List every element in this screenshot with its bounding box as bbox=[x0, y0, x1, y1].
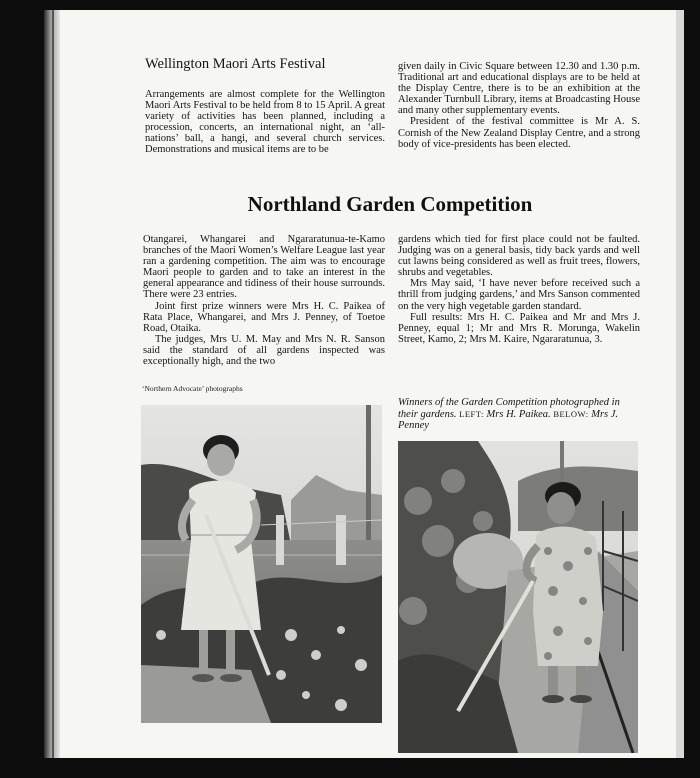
caption-lead: Winners of the Garden Competition photographed in their gardens. bbox=[398, 397, 620, 420]
festival-column-1 bbox=[145, 89, 385, 156]
photo-penney bbox=[398, 441, 638, 753]
caption-left-tag: LEFT: bbox=[459, 408, 484, 419]
garden-paragraph: gardens which tied for first place could not be faulted. Judging was on a general basis, tidy back yards and well cut lawns being considered as well as fruit trees, flowers, shrubs and vegetables. bbox=[398, 234, 640, 279]
garden-heading: Northland Garden Competition bbox=[247, 192, 533, 216]
garden-paragraph: The judges, Mrs U. M. May and Mrs N. R. Sanson said the standard of all gardens inspected was exceptionally high, and the two bbox=[143, 333, 385, 368]
festival-paragraph: President of the festival committee is Mr A. S. Cornish of the New Zealand Display Centre, and a strong body of vice-presidents has been elected. bbox=[398, 116, 640, 150]
photo-paikea-image bbox=[141, 405, 382, 723]
garden-paragraph: Full results: Mrs H. C. Paikea and Mr and Mrs J. Penney, equal 1; Mr and Mrs R. Morunga, Wakelin Street, Kamo, 2; Mrs M. Kaire, Ngararatunua, 3. bbox=[398, 311, 640, 345]
photo-penney-image bbox=[398, 441, 638, 753]
garden-paragraph: Mrs May said, ‘I have never before received such a thrill from judging gardens,’ and Mrs Sanson commented on the very high vegetable garden standard. bbox=[398, 278, 640, 312]
caption-below-tag: BELOW: bbox=[553, 408, 589, 419]
garden-column-2 bbox=[398, 234, 640, 345]
binding-line bbox=[52, 10, 54, 758]
garden-paragraph: Joint first prize winners were Mrs H. C. Paikea of Rata Place, Whangarei, and Mrs J. Penney, of Toetoe Road, Otaika. bbox=[143, 300, 385, 334]
photo-caption bbox=[398, 397, 640, 432]
festival-paragraph: given daily in Civic Square between 12.30 and 1.30 p.m. Traditional art and educational displays are to be held at the Display Centre, there is to be an exhibition at the Alexander Turnbull Library, items at Broadcasting House and many other supplementary events. bbox=[398, 61, 640, 117]
photo-credit: ‘Northern Advocate’ photographs bbox=[142, 384, 243, 393]
garden-column-1 bbox=[143, 234, 385, 367]
caption-below-name: Mrs J. Penney bbox=[398, 408, 619, 431]
page-edge bbox=[676, 10, 684, 758]
festival-paragraph: Arrangements are almost complete for the Wellington Maori Arts Festival to be held from 8 to 15 April. A great variety of activities has been planned, including a procession, concerts, an international night, an ‘all-nations’ ball, a hangi, and several church services. Demonstrations and musical items are to be bbox=[145, 89, 386, 156]
garden-paragraph: Otangarei, Whangarei and Ngararatunua-te-Kamo branches of the Maori Women’s Welfare League last year ran a gardening competition. The aim was to encourage Maori people to garden and to take an interest in the general appearance and tidiness of their house surrounds. There were 23 entries. bbox=[143, 234, 385, 301]
caption-left-name: Mrs H. Paikea. bbox=[486, 408, 551, 420]
festival-column-2 bbox=[398, 61, 640, 150]
festival-heading: Wellington Maori Arts Festival bbox=[145, 56, 326, 72]
photo-paikea bbox=[141, 405, 382, 723]
